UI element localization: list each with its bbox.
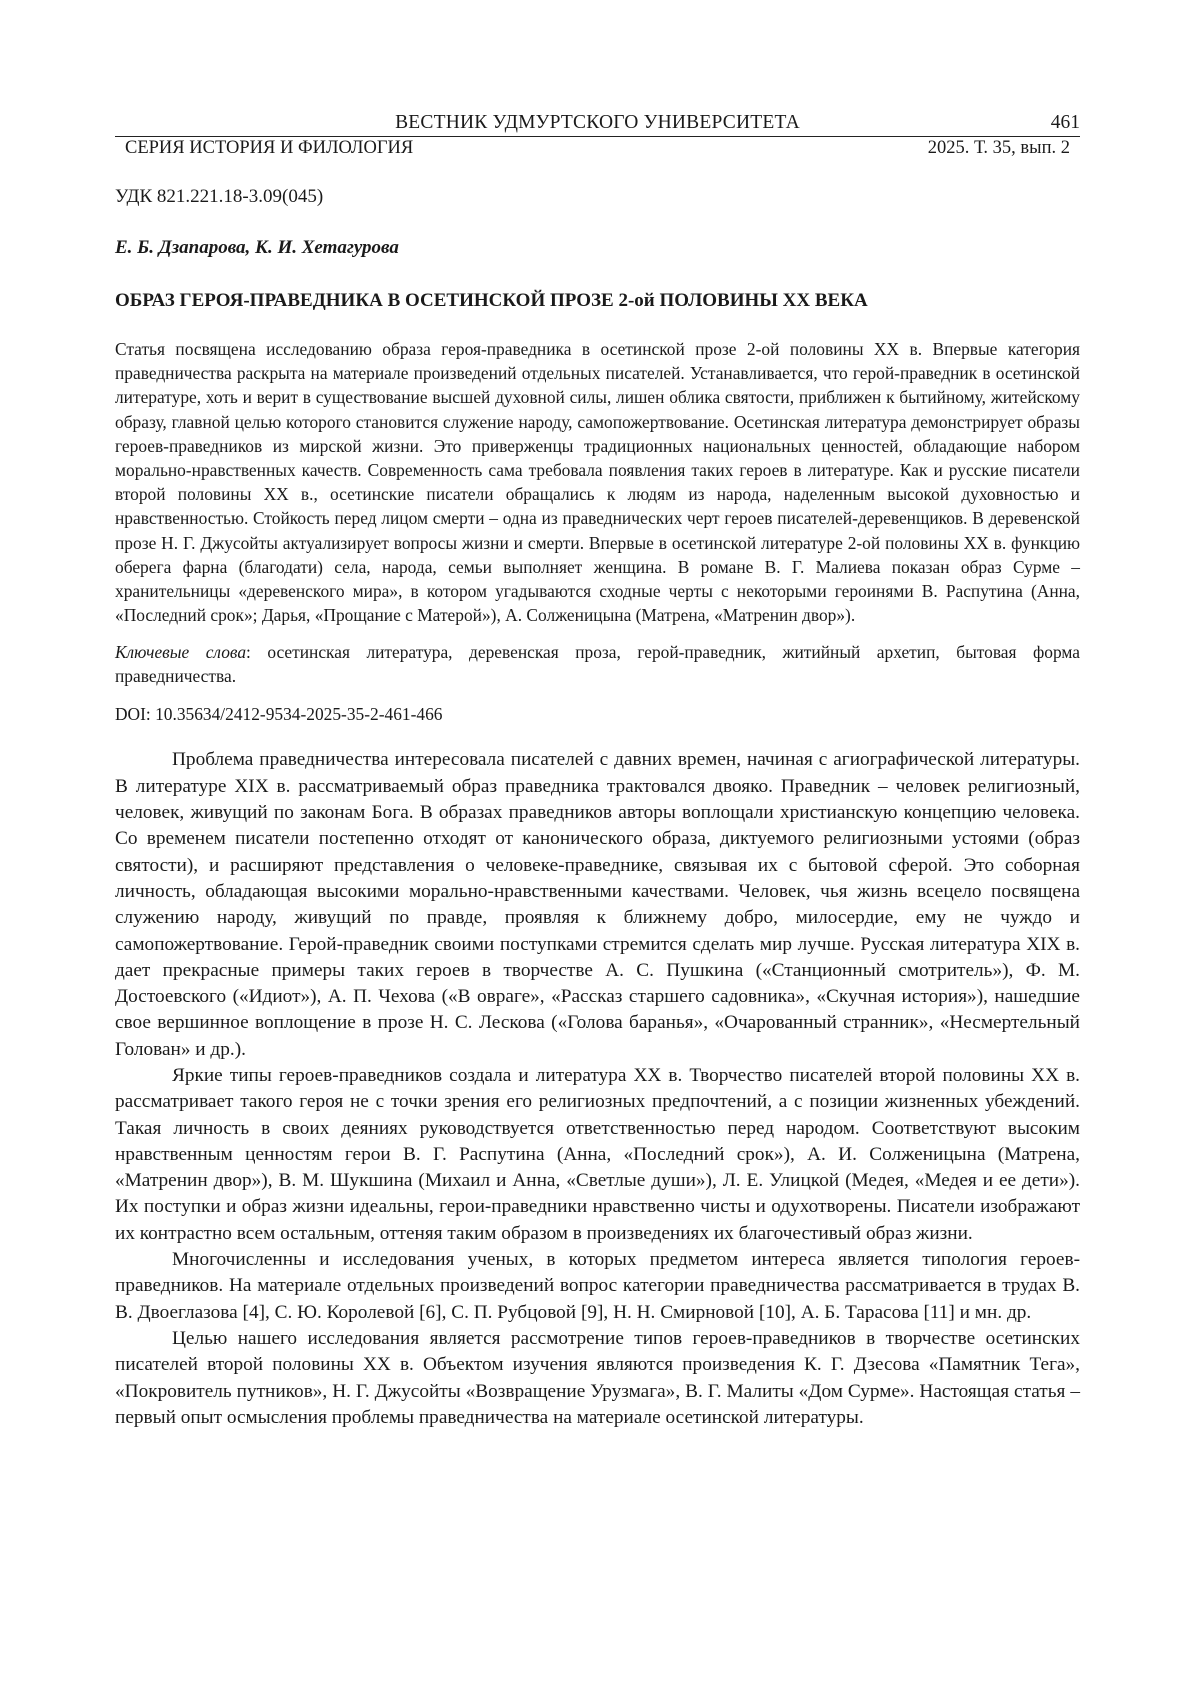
udk-code: УДК 821.221.18-3.09(045)	[115, 186, 324, 207]
body-paragraph: Яркие типы героев-праведников создала и литература XX в. Творчество писателей второй половины XX в. рассматривает такого героя не с точки зрения его религиозных предпочтений, а с позиции жизненных убеждений. Такая личность в своих деяниях руководствуется ответственностью перед народом. Соответствуют высоким нравственным ценностям герои В. Г. Распутина (Анна, «Последний срок»), А. И. Солженицына (Матрена, «Матренин двор»), В. М. Шукшина (Михаил и Анна, «Светлые души»), Л. Е. Улицкой (Медея, «Медея и ее дети»). Их поступки и образ жизни идеальны, герои-праведники нравственно чисты и одухотворены. Писатели изображают их контрастно всем остальным, оттеняя таким образом в произведениях их благочестивый образ жизни.	[115, 1065, 1080, 1244]
issue-info: 2025. Т. 35, вып. 2	[927, 138, 1070, 158]
keywords-label: Ключевые слова	[115, 642, 247, 663]
page-number: 461	[1050, 112, 1080, 133]
article-title: ОБРАЗ ГЕРОЯ-ПРАВЕДНИКА В ОСЕТИНСКОЙ ПРОЗЕ 2-ой ПОЛОВИНЫ XX ВЕКА	[115, 290, 868, 311]
body-paragraph: Целью нашего исследования является рассмотрение типов героев-праведников в творчестве осетинских писателей второй половины XX в. Объектом изучения являются произведения К. Г. Дзесова «Памятник Тега», «Покровитель путников», Н. Г. Джусойты «Возвращение Урузмага», В. Г. Малиты «Дом Сурме». Настоящая статья – первый опыт осмысления проблемы праведничества на материале осетинской литературы.	[115, 1327, 1080, 1428]
abstract: Статья посвящена исследованию образа героя-праведника в осетинской прозе 2-ой половины XX в. Впервые категория праведничества раскрыта на материале произведений отдельных писателей. Устанавливается, что герой-праведник в осетинской литературе, хоть и верит в существование высшей духовной силы, лишен облика святости, приближен к бытийному, житейскому образу, главной целью которого становится служение народу, самопожертвование. Осетинская литература демонстрирует образы героев-праведников из мирской жизни. Это приверженцы традиционных национальных ценностей, обладающие набором морально-нравственных качеств. Современность сама требовала появления таких героев в литературе. Как и русские писатели второй половины XX в., осетинские писатели обращались к людям из народа, наделенным высокой духовностью и нравственностью. Стойкость перед лицом смерти – одна из праведнических черт героев писателей-деревенщиков. В деревенской прозе Н. Г. Джусойты актуализирует вопросы жизни и смерти. Впервые в осетинской литературе 2-ой половины XX в. функцию оберега фарна (благодати) села, народа, семьи выполняет женщина. В романе В. Г. Малиева показан образ Сурме – хранительницы «деревенского мира», в котором угадываются сходные черты с некоторыми героинями В. Распутина (Анна, «Последний срок»; Дарья, «Прощание с Матерой»), А. Солженицына (Матрена, «Матренин двор»).	[115, 339, 1080, 626]
series-line	[115, 137, 1080, 161]
journal-name: ВЕСТНИК УДМУРТСКОГО УНИВЕРСИТЕТА	[395, 112, 800, 133]
article-page	[115, 112, 1080, 1431]
doi: DOI: 10.35634/2412-9534-2025-35-2-461-466	[115, 704, 443, 725]
authors: Е. Б. Дзапарова, К. И. Хетагурова	[115, 237, 399, 258]
keywords-text: : осетинская литература, деревенская проза, герой-праведник, житийный архетип, бытовая форма праведничества.	[115, 642, 1080, 687]
series-name: СЕРИЯ ИСТОРИЯ И ФИЛОЛОГИЯ	[125, 138, 414, 158]
body-paragraph: Многочисленны и исследования ученых, в которых предметом интереса является типология героев-праведников. На материале отдельных произведений вопрос категории праведничества рассматривается в трудах В. В. Двоеглазова [4], С. Ю. Королевой [6], С. П. Рубцовой [9], Н. Н. Смирновой [10], А. Б. Тарасова [11] и мн. др.	[115, 1249, 1080, 1323]
article-body	[115, 747, 1080, 1431]
keywords	[115, 640, 1080, 688]
running-header	[115, 112, 1080, 137]
body-paragraph: Проблема праведничества интересовала писателей с давних времен, начиная с агиографической литературы. В литературе XIX в. рассматриваемый образ праведника трактовался двояко. Праведник – человек религиозный, человек, живущий по законам Бога. В образах праведников авторы воплощали христианскую концепцию человека. Со временем писатели постепенно отходят от канонического образа, диктуемого религиозными устоями (образ святости), и расширяют представления о человеке-праведнике, связывая их с бытовой сферой. Это соборная личность, обладающая высокими морально-нравственными качествами. Человек, чья жизнь всецело посвящена служению народу, живущий по правде, проявляя к ближнему добро, милосердие, ему не чуждо и самопожертвование. Герой-праведник своими поступками стремится сделать мир лучше. Русская литература XIX в. дает прекрасные примеры таких героев в творчестве А. С. Пушкина («Станционный смотритель»), Ф. М. Достоевского («Идиот»), А. П. Чехова («В овраге», «Рассказ старшего садовника», «Скучная история»), нашедшие свое вершинное воплощение в прозе Н. С. Лескова («Голова баранья», «Очарованный странник», «Несмертельный Голован» и др.).	[115, 749, 1080, 1060]
